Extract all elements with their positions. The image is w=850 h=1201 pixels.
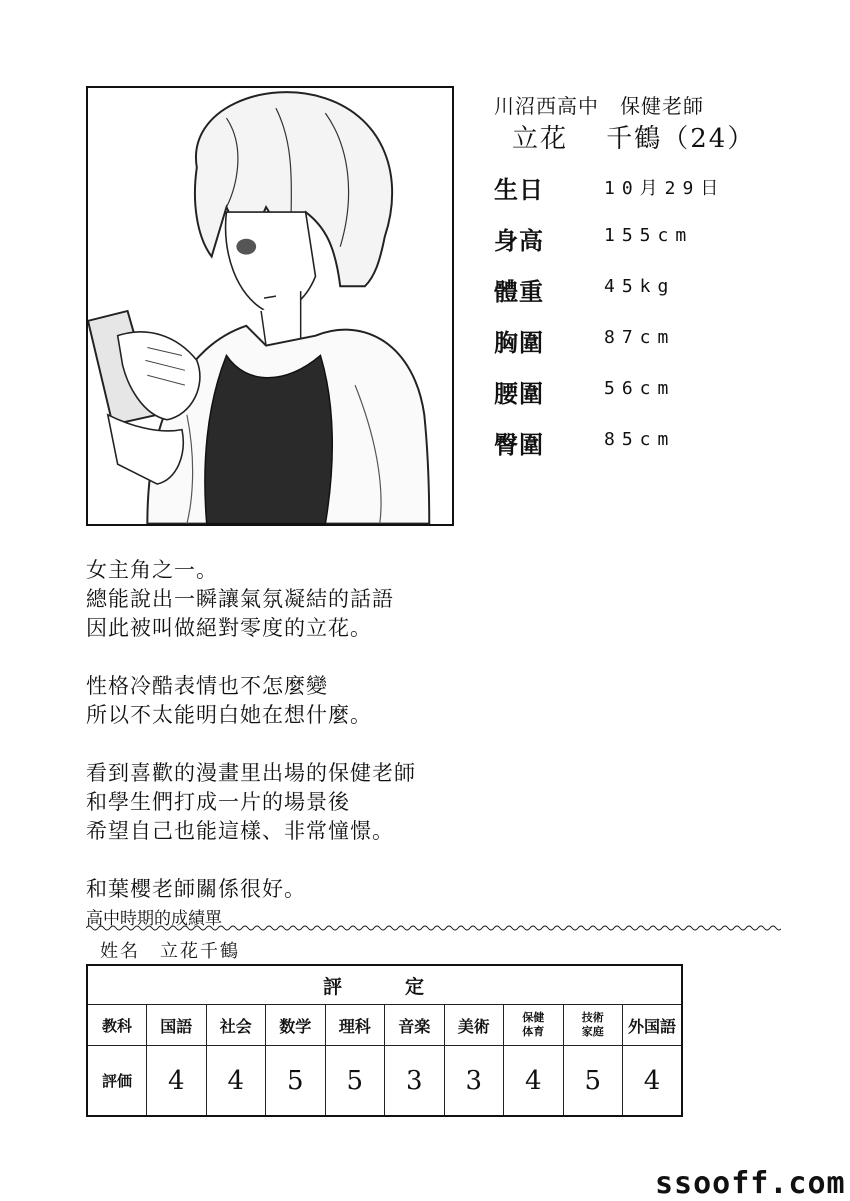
grades-table <box>86 964 683 1117</box>
subject-cell: 社会 <box>206 1005 266 1046</box>
grade-cell: 3 <box>385 1046 445 1117</box>
character-description <box>86 556 646 933</box>
stat-row-height <box>494 221 794 272</box>
description-line: 性格冷酷表情也不怎麼變 <box>86 674 328 698</box>
grade-cell: 4 <box>147 1046 207 1117</box>
stat-label: 生日 <box>494 175 544 204</box>
grades-header: 評 定 <box>87 965 682 1005</box>
description-line: 所以不太能明白她在想什麼。 <box>86 703 372 727</box>
subject-label: 教科 <box>87 1005 147 1046</box>
wavy-divider <box>86 924 781 932</box>
stat-label: 臀圍 <box>494 430 544 459</box>
stat-row-bust <box>494 323 794 374</box>
subject-cell: 国語 <box>147 1005 207 1046</box>
stat-label: 胸圍 <box>494 328 544 357</box>
description-line: 因此被叫做絕對零度的立花。 <box>86 616 372 640</box>
character-portrait <box>86 86 454 526</box>
grade-cell: 4 <box>504 1046 564 1117</box>
stat-value: 10月29日 <box>604 178 726 199</box>
description-line: 和學生們打成一片的場景後 <box>86 790 350 814</box>
grade-cell: 5 <box>563 1046 623 1117</box>
description-line: 看到喜歡的漫畫里出場的保健老師 <box>86 761 416 785</box>
subject-cell: 美術 <box>444 1005 504 1046</box>
character-illustration-icon <box>88 88 452 524</box>
subject-cell: 外国語 <box>623 1005 683 1046</box>
student-name: 姓名 立花千鶴 <box>100 941 240 962</box>
subject-cell: 数学 <box>266 1005 326 1046</box>
description-paragraph <box>86 875 646 904</box>
stat-label: 腰圍 <box>494 379 544 408</box>
description-line: 希望自己也能這樣、非常憧憬。 <box>86 819 394 843</box>
description-line: 總能說出一瞬讓氣氛凝結的話語 <box>86 587 394 611</box>
stat-value: 87cm <box>604 327 676 348</box>
description-line: 和葉櫻老師關係很好。 <box>86 877 306 901</box>
stat-row-birthday <box>494 170 794 221</box>
grade-cell: 4 <box>623 1046 683 1117</box>
subject-cell: 技術 家庭 <box>563 1005 623 1046</box>
stat-value: 85cm <box>604 429 676 450</box>
stat-value: 56cm <box>604 378 676 399</box>
grade-row <box>87 1046 682 1117</box>
subject-cell: 理科 <box>325 1005 385 1046</box>
site-watermark: ssooff.com <box>655 1166 846 1201</box>
grade-label: 評価 <box>87 1046 147 1117</box>
stat-value: 45kg <box>604 276 676 297</box>
subject-row <box>87 1005 682 1046</box>
stat-label: 體重 <box>494 277 544 306</box>
description-paragraph <box>86 672 646 730</box>
stat-row-waist <box>494 374 794 425</box>
report-card-title: 高中時期的成績單 <box>86 909 222 929</box>
stat-label: 身高 <box>494 226 544 255</box>
stat-row-hips <box>494 425 794 476</box>
grade-cell: 4 <box>206 1046 266 1117</box>
description-paragraph <box>86 759 646 846</box>
subject-cell: 保健 体育 <box>504 1005 564 1046</box>
character-name: 立花 千鶴（24） <box>512 124 756 154</box>
stats-list <box>494 170 794 476</box>
stat-value: 155cm <box>604 225 694 246</box>
stat-row-weight <box>494 272 794 323</box>
school-title: 川沼西高中 保健老師 <box>494 94 704 118</box>
grade-cell: 3 <box>444 1046 504 1117</box>
grade-cell: 5 <box>325 1046 385 1117</box>
description-line: 女主角之一。 <box>86 558 218 582</box>
subject-cell: 音楽 <box>385 1005 445 1046</box>
description-paragraph <box>86 556 646 643</box>
grade-cell: 5 <box>266 1046 326 1117</box>
